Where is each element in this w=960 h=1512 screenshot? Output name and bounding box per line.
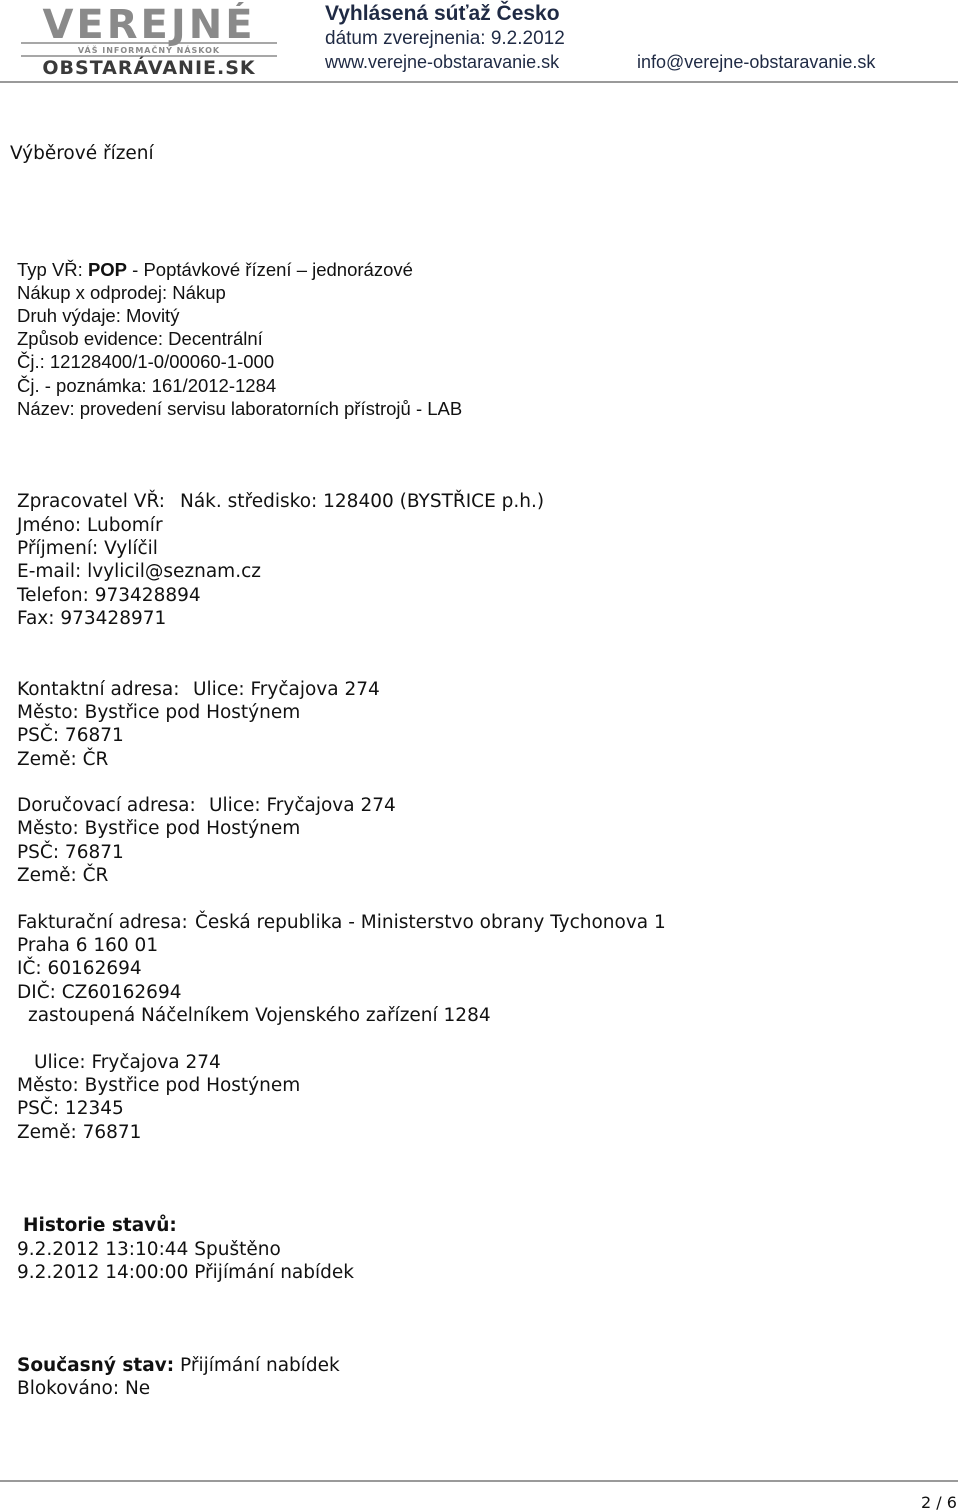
delivery-address-street: Ulice: Fryčajova 274: [209, 795, 396, 816]
tender-type-code: POP: [87, 259, 128, 280]
billing-address-praha: Praha 6 160 01: [17, 935, 159, 956]
current-status-label: Současný stav:: [17, 1355, 175, 1376]
document-title: Výběrové řízení: [10, 143, 154, 164]
billing-address-street: Ulice: Fryčajova 274: [34, 1052, 221, 1073]
header-date: dátum zverejnenia: 9.2.2012: [325, 28, 565, 49]
blocked-status: Blokováno: Ne: [17, 1378, 151, 1399]
current-status: [17, 1354, 340, 1377]
tender-cj-note: Čj. - poznámka: 161/2012-1284: [17, 375, 277, 396]
billing-address-dic: DIČ: CZ60162694: [17, 982, 182, 1003]
header-divider: [0, 81, 958, 83]
logo-tagline: VÁŠ INFORMAČNÝ NÁSKOK: [77, 46, 221, 55]
delivery-address-label: Doručovací adresa:: [17, 795, 196, 816]
billing-address-city: Město: Bystřice pod Hostýnem: [17, 1075, 301, 1096]
processor-fax: Fax: 973428971: [17, 608, 167, 629]
delivery-address-country: Země: ČR: [17, 865, 109, 886]
tender-type-label: Typ VŘ:: [17, 259, 88, 280]
billing-address-represented: zastoupená Náčelníkem Vojenského zařízení 1284: [28, 1005, 491, 1026]
billing-address-country: Země: 76871: [17, 1122, 142, 1143]
billing-address-label: Fakturační adresa:: [17, 912, 188, 933]
processor-center: Nák. středisko: 128400 (BYSTŘICE p.h.): [180, 491, 545, 512]
logo-verejne-text: VEREJNÉ: [42, 2, 256, 48]
processor-surname: Příjmení: Vylíčil: [17, 538, 158, 559]
billing-address-zip: PSČ: 12345: [17, 1098, 124, 1119]
tender-druh: Druh výdaje: Movitý: [17, 305, 180, 326]
history-label: Historie stavů:: [23, 1215, 177, 1236]
delivery-address-city: Město: Bystřice pod Hostýnem: [17, 818, 301, 839]
header-title: Vyhlásená súťaž Česko: [325, 2, 560, 25]
contact-address-label: Kontaktní adresa:: [17, 679, 180, 700]
tender-nakup: Nákup x odprodej: Nákup: [17, 282, 226, 303]
history-entry: 9.2.2012 14:00:00 Přijímání nabídek: [17, 1262, 354, 1283]
processor-email: E-mail: lvylicil@seznam.cz: [17, 561, 261, 582]
header-email-link[interactable]: info@verejne-obstaravanie.sk: [637, 52, 876, 72]
page-number: 2 / 6: [921, 1493, 957, 1512]
processor-name: Jméno: Lubomír: [17, 515, 163, 536]
history-entry: 9.2.2012 13:10:44 Spuštěno: [17, 1239, 281, 1260]
contact-address-street: Ulice: Fryčajova 274: [193, 679, 380, 700]
tender-cj: Čj.: 12128400/1-0/00060-1-000: [17, 351, 275, 372]
contact-address-zip: PSČ: 76871: [17, 725, 124, 746]
current-status-value: Přijímání nabídek: [174, 1355, 340, 1376]
tender-zpusob: Způsob evidence: Decentrální: [17, 328, 263, 349]
contact-address-country: Země: ČR: [17, 749, 109, 770]
site-logo: [3, 2, 295, 78]
tender-name: Název: provedení servisu laboratorních přístrojů - LAB: [17, 398, 463, 419]
delivery-address-zip: PSČ: 76871: [17, 842, 124, 863]
processor-phone: Telefon: 973428894: [17, 585, 201, 606]
footer-divider: [0, 1480, 958, 1482]
header-website-link[interactable]: www.verejne-obstaravanie.sk: [325, 52, 560, 72]
processor-label: Zpracovatel VŘ:: [17, 491, 165, 512]
tender-type-desc: - Poptávkové řízení – jednorázové: [127, 259, 413, 280]
billing-address-ic: IČ: 60162694: [17, 958, 142, 979]
tender-type: [17, 258, 413, 281]
billing-address-org: Česká republika - Ministerstvo obrany Tychonova 1: [195, 912, 666, 933]
logo-subtitle: OBSTARÁVANIE.SK: [42, 57, 256, 78]
contact-address-city: Město: Bystřice pod Hostýnem: [17, 702, 301, 723]
